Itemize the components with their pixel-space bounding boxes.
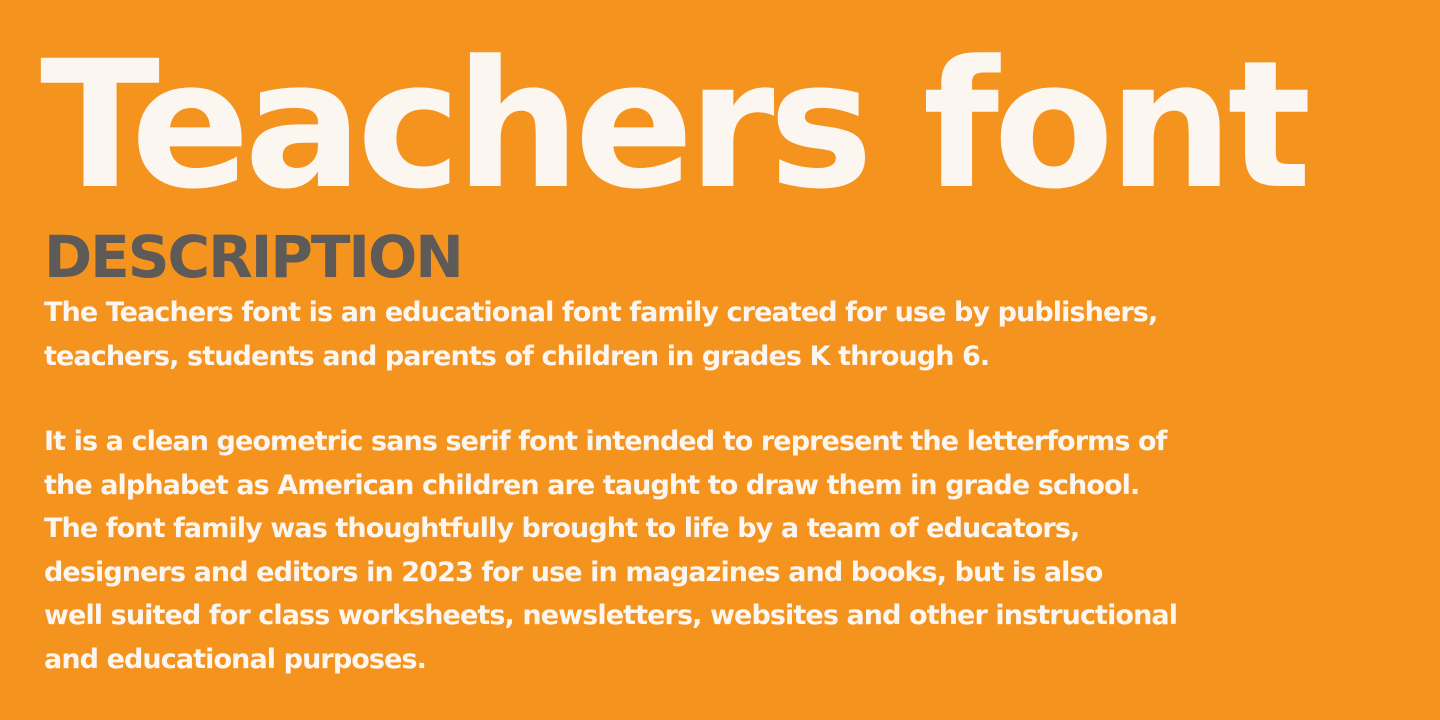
paragraph-line: The font family was thoughtfully brought to life by a team of educators, [44, 513, 1080, 544]
paragraph-line: the alphabet as American children are taught to draw them in grade school. [44, 469, 1140, 501]
paragraph-line: designers and editors in 2023 for use in magazines and books, but is also [44, 556, 1103, 588]
paragraph-line: The Teachers font is an educational font family created for use by publishers, [44, 297, 1158, 328]
paragraph-line: well suited for class worksheets, newsletters, websites and other instructional [44, 600, 1178, 631]
paragraph-line: teachers, students and parents of children in grades K through 6. [44, 340, 990, 372]
paragraph-line: It is a clean geometric sans serif font intended to represent the letterforms of [44, 426, 1167, 457]
section-heading-description: DESCRIPTION [44, 223, 462, 291]
description-paragraph-2 [44, 420, 1177, 681]
paragraph-line: and educational purposes. [44, 643, 427, 675]
page-title: Teachers font [40, 23, 1306, 228]
description-paragraph-1 [44, 291, 1157, 378]
